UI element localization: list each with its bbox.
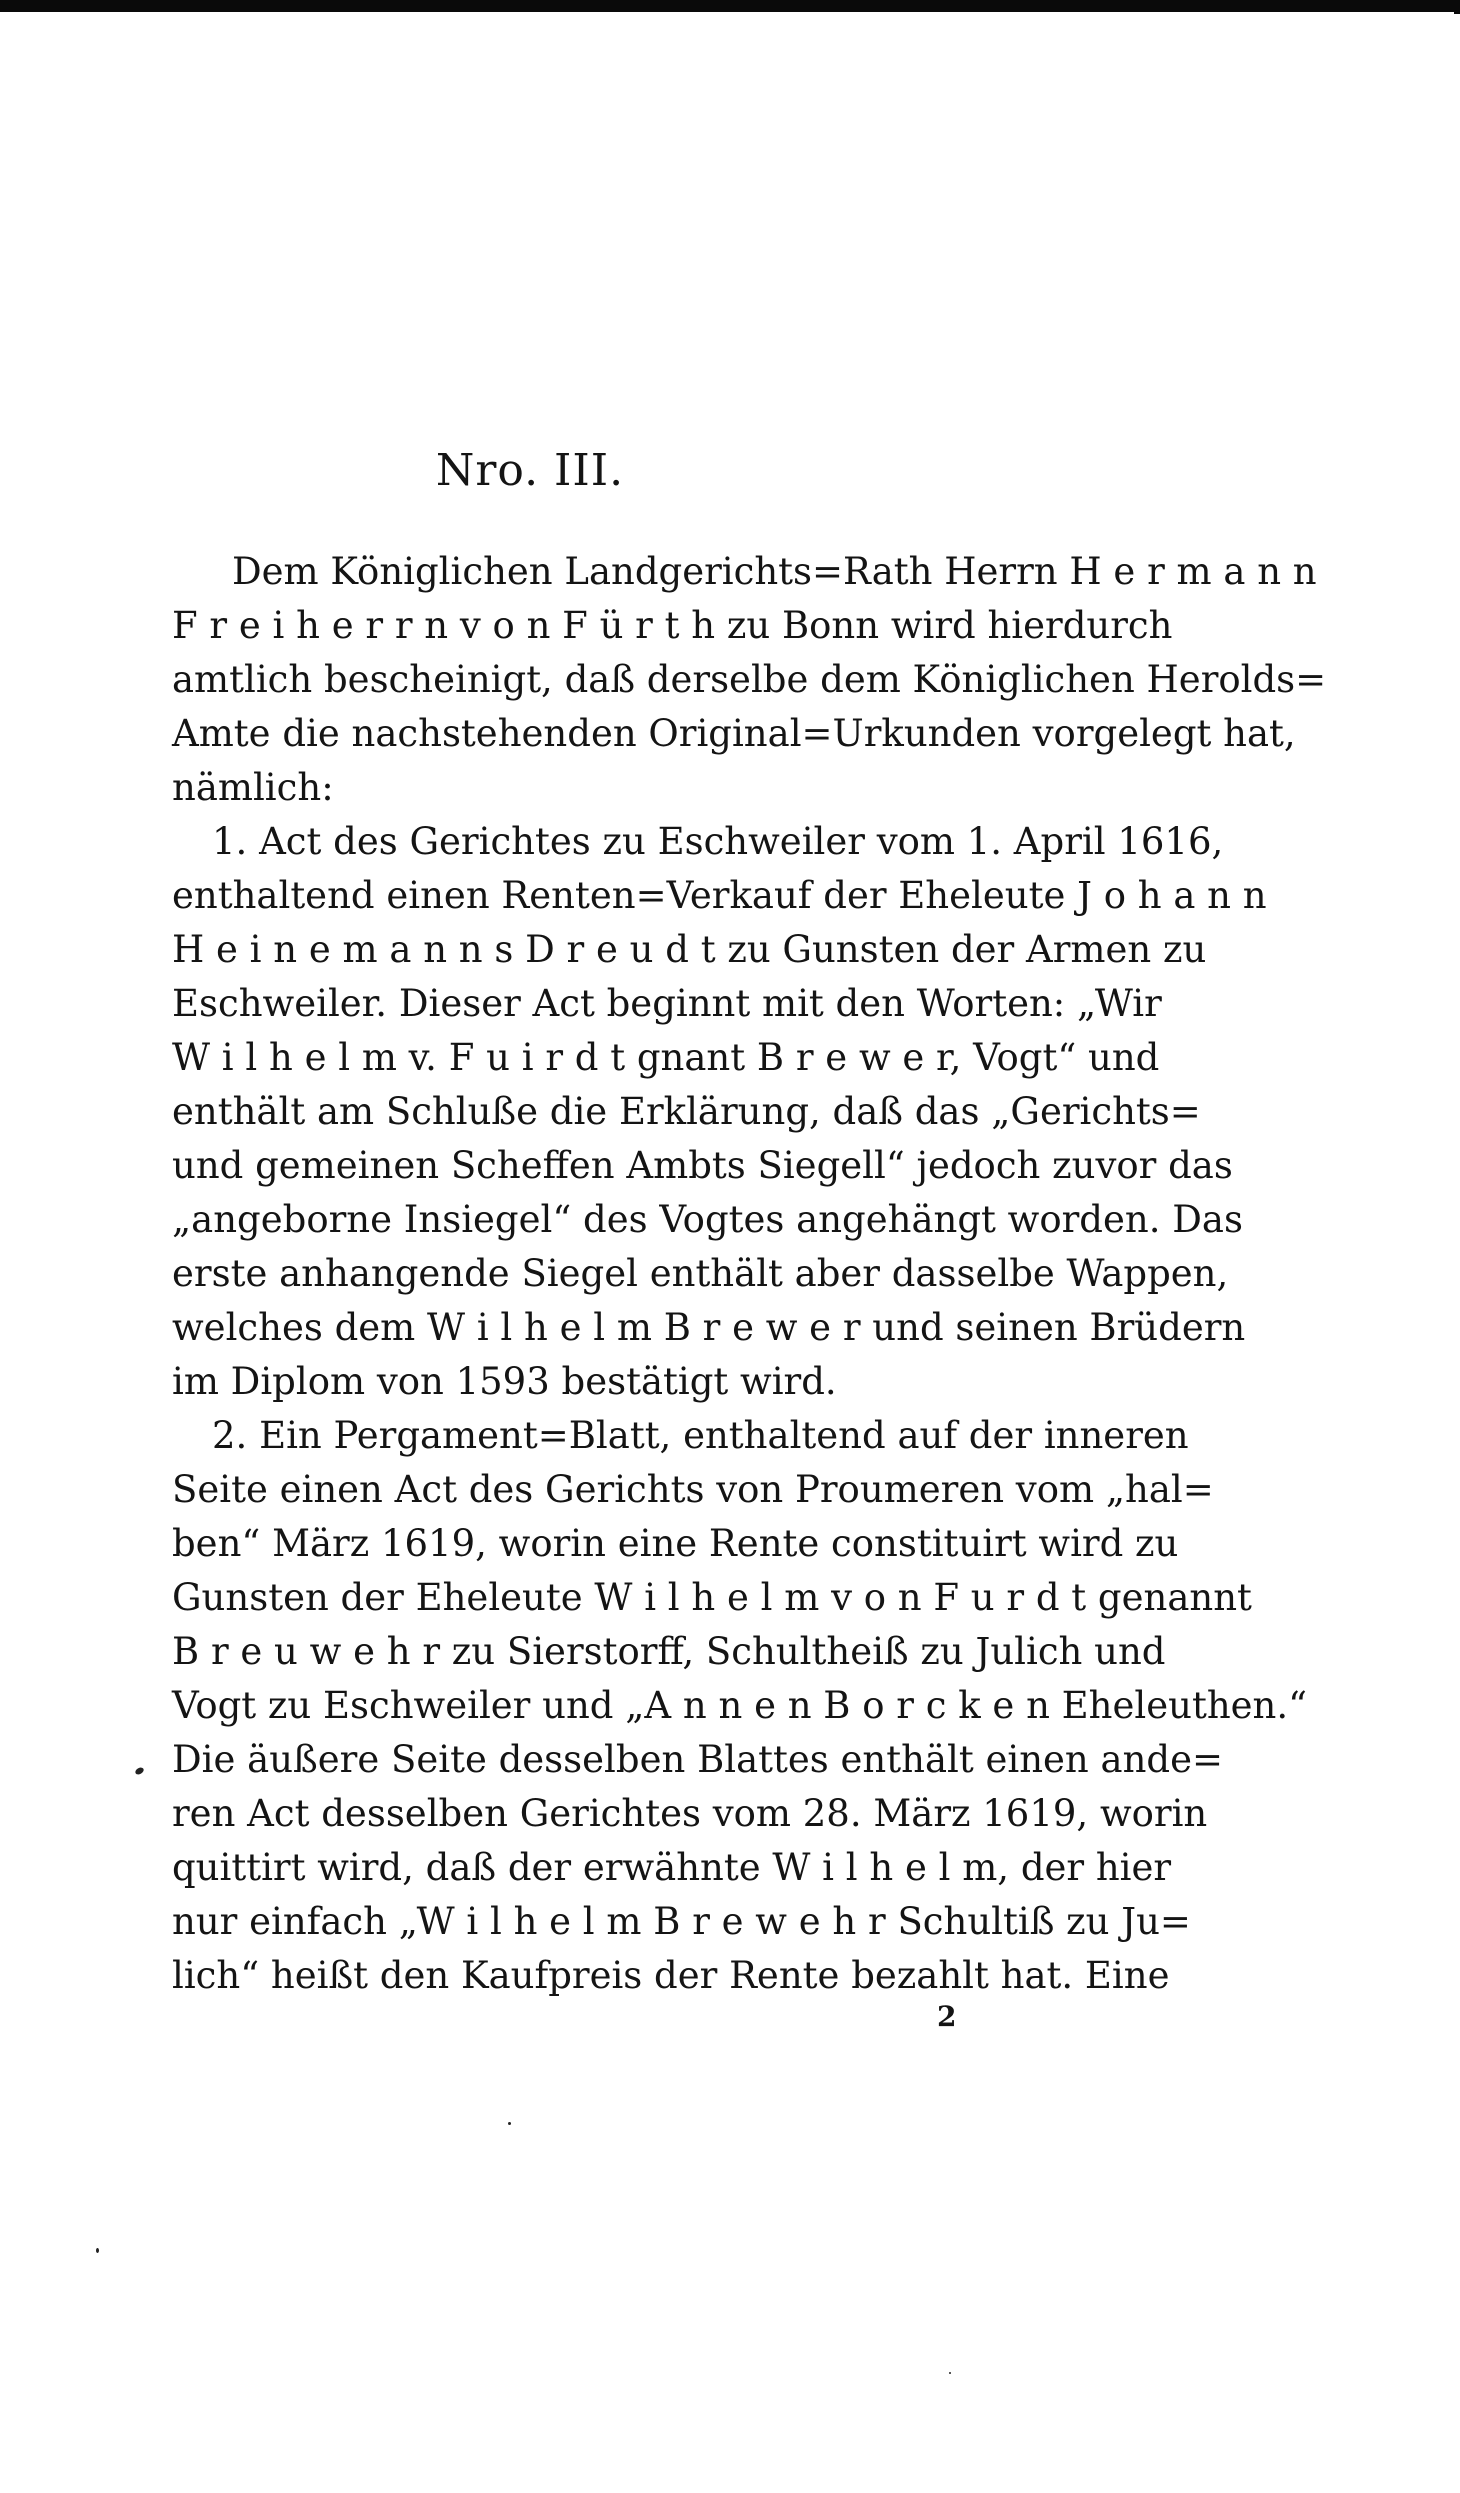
text-line: Dem Königlichen Landgerichts=Rath Herrn H e r m a n n [232, 550, 1317, 593]
text-line: B r e u w e h r zu Sierstorff, Schultheiß zu Julich und [172, 1630, 1166, 1673]
text-line: enthält am Schluße die Erklärung, daß das „Gerichts= [172, 1090, 1201, 1133]
text-line: und gemeinen Scheffen Ambts Siegell“ jedoch zuvor das [172, 1144, 1233, 1187]
text-line: quittirt wird, daß der erwähnte W i l h e l m, der hier [172, 1846, 1172, 1889]
text-line: amtlich bescheinigt, daß derselbe dem Königlichen Herolds= [172, 658, 1327, 701]
body-text [172, 545, 1327, 2003]
text-line: Amte die nachstehenden Original=Urkunden vorgelegt hat, [172, 712, 1296, 755]
text-line: ren Act desselben Gerichtes vom 28. März 1619, worin [172, 1792, 1208, 1835]
text-line: nur einfach „W i l h e l m B r e w e h r Schultiß zu Ju= [172, 1900, 1191, 1943]
text-line: Eschweiler. Dieser Act beginnt mit den Worten: „Wir [172, 982, 1162, 1025]
scan-corner-edge [1454, 0, 1460, 14]
text-line: W i l h e l m v. F u i r d t gnant B r e w e r, Vogt“ und [172, 1036, 1160, 1079]
text-line: enthaltend einen Renten=Verkauf der Eheleute J o h a n n [172, 874, 1267, 917]
text-line: lich“ heißt den Kaufpreis der Rente bezahlt hat. Eine [172, 1954, 1170, 1997]
text-line: welches dem W i l h e l m B r e w e r und seinen Brüdern [172, 1306, 1246, 1349]
text-line: H e i n e m a n n s D r e u d t zu Gunsten der Armen zu [172, 928, 1207, 971]
text-line: F r e i h e r r n v o n F ü r t h zu Bonn wird hierdurch [172, 604, 1173, 647]
ink-speck [96, 2248, 99, 2253]
text-line: erste anhangende Siegel enthält aber dasselbe Wappen, [172, 1252, 1229, 1295]
text-line: 2. Ein Pergament=Blatt, enthaltend auf der inneren [212, 1414, 1189, 1457]
text-line: Vogt zu Eschweiler und „A n n e n B o r c k e n Eheleuthen.“ [172, 1684, 1308, 1727]
ink-speck [134, 1766, 145, 1776]
ink-speck [508, 2122, 511, 2125]
document-heading: Nro. III. [435, 445, 625, 496]
scan-top-edge [0, 0, 1460, 12]
text-line: nämlich: [172, 766, 334, 809]
text-line: ben“ März 1619, worin eine Rente constituirt wird zu [172, 1522, 1179, 1565]
text-line: 1. Act des Gerichtes zu Eschweiler vom 1. April 1616, [212, 820, 1224, 863]
text-line: Die äußere Seite desselben Blattes enthält einen ande= [172, 1738, 1223, 1781]
ink-speck [949, 2372, 951, 2374]
text-line: Gunsten der Eheleute W i l h e l m v o n F u r d t genannt [172, 1576, 1252, 1619]
text-line: Seite einen Act des Gerichts von Proumeren vom „hal= [172, 1468, 1214, 1511]
text-line: im Diplom von 1593 bestätigt wird. [172, 1360, 837, 1403]
text-line: „angeborne Insiegel“ des Vogtes angehängt worden. Das [172, 1198, 1243, 1241]
page-number: 2 [937, 2000, 957, 2033]
